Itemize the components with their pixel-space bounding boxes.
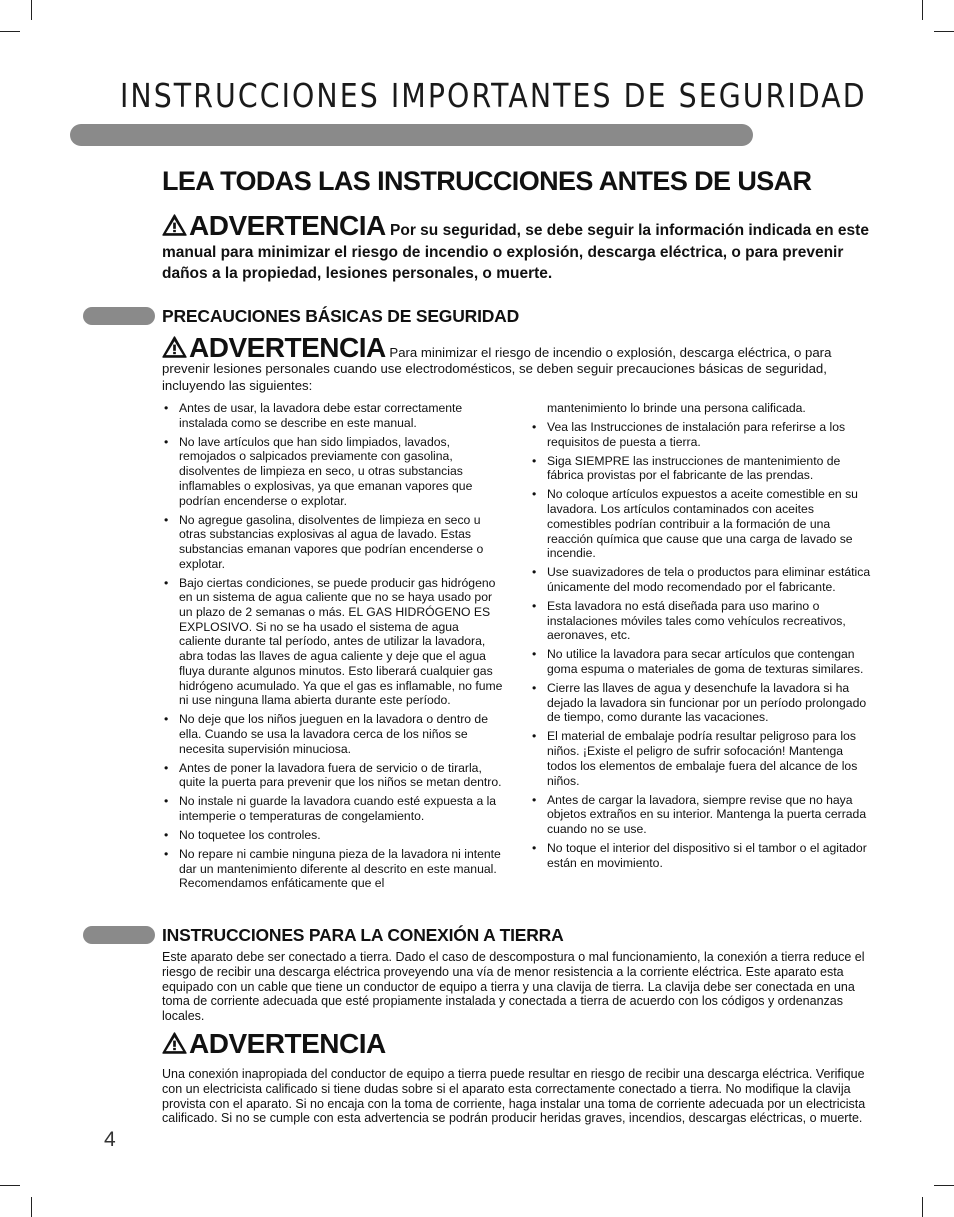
list-item: • Bajo ciertas condiciones, se puede producir gas hidrógeno en un sistema de agua caliente que no se haya usado por un plazo de 2 semanas o más. EL GAS HIDRÓGENO ES EXPLOSIVO. Si no se ha usado el sistema de agua caliente durante tal período, antes de utilizar la lavadora, abra todas las llaves de agua caliente y deje que el agua fluya durante algunos minutos. Esto liberará cualquier gas hidrógeno acumulado. Ya que el gas es inflamable, no fume ni use ninguna llama abierta durante este período. <box>162 576 504 708</box>
list-item: • Vea las Instrucciones de instalación para referirse a los requisitos de puesta a tierra. <box>530 420 872 449</box>
warning-word: ADVERTENCIA <box>189 210 386 241</box>
precautions-list-left <box>162 401 504 895</box>
list-item: • No repare ni cambie ninguna pieza de la lavadora ni intente dar un mantenimiento diferente al descrito en este manual. Recomendamos enfáticamente que el <box>162 847 504 891</box>
page-number: 4 <box>104 1128 116 1151</box>
section-pill <box>83 307 155 325</box>
warning-triangle-icon <box>162 336 187 358</box>
crop-mark <box>934 31 954 32</box>
grounding-warning-paragraph: Una conexión inapropiada del conductor de equipo a tierra puede resultar en riesgo de recibir una descarga eléctrica. Verifique con un electricista calificado si tiene dudas sobre si el aparato esta correctamente conectado a tierra. No modifique la clavija provista con el aparato. Si no encaja con la toma de corriente, haga instalar una toma de corriente adecuada por un electricista calificado. Si no se cumple con esta advertencia se podrán producir heridas graves, incendios, descargas eléctricas, o muerte. <box>162 1067 866 1126</box>
crop-mark <box>31 1197 32 1217</box>
list-item: • No instale ni guarde la lavadora cuando esté expuesta a la intemperie o temperaturas de congelamiento. <box>162 794 504 823</box>
precautions-list-right <box>530 401 872 875</box>
list-item: • No toquetee los controles. <box>162 828 504 843</box>
list-item: • No deje que los niños jueguen en la lavadora o dentro de ella. Cuando se usa la lavadora cerca de los niños se necesita supervisión minuciosa. <box>162 712 504 756</box>
list-item: • Antes de poner la lavadora fuera de servicio o de tirarla, quite la puerta para prevenir que los niños se metan dentro. <box>162 761 504 790</box>
list-item: • No coloque artículos expuestos a aceite comestible en su lavadora. Los artículos contaminados con aceites comestibles podrían contribuir a la formación de una reacción química que cause que una carga de lavado se incendie. <box>530 487 872 561</box>
basic-precautions-warning <box>162 332 874 394</box>
section-pill <box>83 926 155 944</box>
crop-mark <box>31 0 32 20</box>
page-title: INSTRUCCIONES IMPORTANTES DE SEGURIDAD <box>120 76 867 115</box>
crop-mark <box>922 1197 923 1217</box>
basic-warning-text: Para minimizar el riesgo de incendio o explosión, descarga eléctrica, o para prevenir lesiones personales cuando use electrodomésticos, se deben seguir precauciones básicas de seguridad, incluyendo las siguientes: <box>162 345 832 393</box>
crop-mark <box>922 0 923 20</box>
list-item-continuation: mantenimiento lo brinde una persona calificada. <box>547 401 806 415</box>
grounding-title: INSTRUCCIONES PARA LA CONEXIÓN A TIERRA <box>162 925 564 945</box>
grounding-paragraph: Este aparato debe ser conectado a tierra. Dado el caso de descompostura o mal funcionamiento, la conexión a tierra reduce el riesgo de recibir una descarga eléctrica proveyendo una vía de menor resistencia a la corriente eléctrica. Este aparato esta equipado con un cable que tiene un conductor de equipo a tierra y una clavija de tierra. La clavija debe ser conectada en una toma de corriente adecuada que esté propiamente instalada y conectada a tierra de acuerdo con los códigos y ordenanzas locales. <box>162 950 865 1024</box>
safety-warning-intro <box>162 210 872 285</box>
title-bar <box>70 124 753 146</box>
list-item: • Cierre las llaves de agua y desenchufe la lavadora si ha dejado la lavadora sin funcionar por un período prolongado de tiempo, como durante las vacaciones. <box>530 681 872 725</box>
crop-mark <box>0 31 20 32</box>
list-item: • No utilice la lavadora para secar artículos que contengan goma espuma o materiales de goma de texturas similares. <box>530 647 872 676</box>
basic-precautions-title: PRECAUCIONES BÁSICAS DE SEGURIDAD <box>162 306 520 326</box>
list-item: • Use suavizadores de tela o productos para eliminar estática únicamente del modo recomendado por el fabricante. <box>530 565 872 594</box>
crop-mark <box>0 1185 20 1186</box>
list-item: • No agregue gasolina, disolventes de limpieza en seco u otras substancias explosivas al agua de lavado. Estas substancias emanan vapores que podrían encenderse o explotar. <box>162 513 504 572</box>
crop-mark <box>934 1185 954 1186</box>
list-item: • El material de embalaje podría resultar peligroso para los niños. ¡Existe el peligro de sufrir sofocación! Mantenga todos los elementos de embalaje fuera del alcance de los niños. <box>530 729 872 788</box>
warning-triangle-icon <box>162 1032 187 1054</box>
warning-word: ADVERTENCIA <box>189 1028 386 1059</box>
warning-triangle-icon <box>162 214 187 236</box>
list-item: • Esta lavadora no está diseñada para uso marino o instalaciones móviles tales como vehículos recreativos, aeronaves, etc. <box>530 599 872 643</box>
warning-intro-text: Por su seguridad, se debe seguir la información indicada en este manual para minimizar el riesgo de incendio o explosión, descarga eléctrica, o para prevenir daños a la propiedad, lesiones personales, o muerte. <box>162 222 869 282</box>
warning-word: ADVERTENCIA <box>189 332 386 363</box>
list-item: • Siga SIEMPRE las instrucciones de mantenimiento de fábrica provistas por el fabricante de las prendas. <box>530 454 872 483</box>
lead-heading: LEA TODAS LAS INSTRUCCIONES ANTES DE USAR <box>162 166 812 196</box>
grounding-warning-heading <box>162 1028 386 1060</box>
list-item: • Antes de usar, la lavadora debe estar correctamente instalada como se describe en este manual. <box>162 401 504 430</box>
list-item: • Antes de cargar la lavadora, siempre revise que no haya objetos extraños en su interior. Mantenga la puerta cerrada cuando no se use. <box>530 793 872 837</box>
list-item: • No lave artículos que han sido limpiados, lavados, remojados o salpicados previamente con gasolina, disolventes de limpieza en seco, u otras substancias inflamables o explosivas, ya que emanan vapores que podrían encenderse o explotar. <box>162 435 504 509</box>
list-item: • No toque el interior del dispositivo si el tambor o el agitador están en movimiento. <box>530 841 872 870</box>
